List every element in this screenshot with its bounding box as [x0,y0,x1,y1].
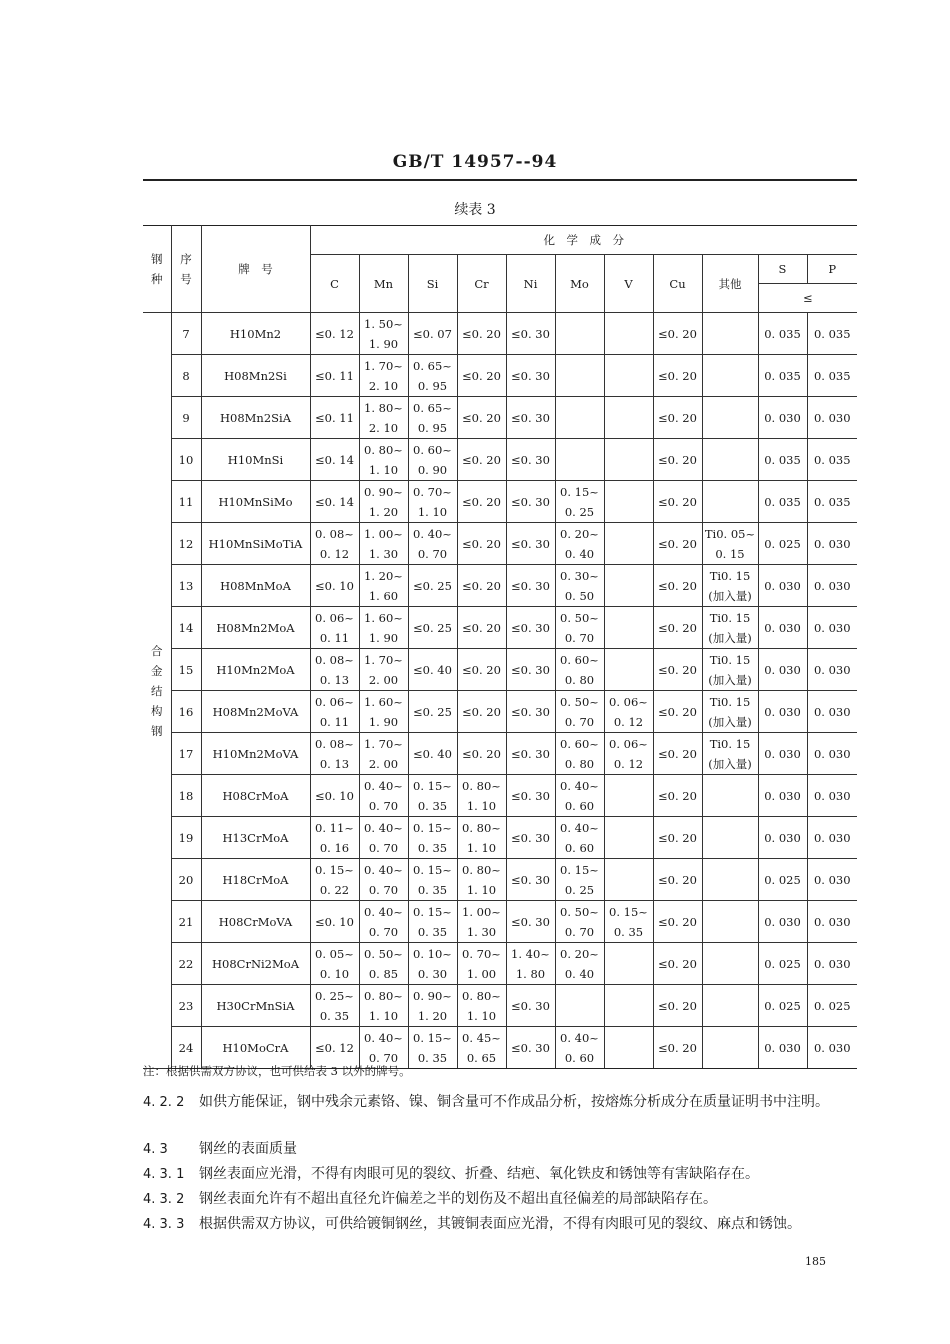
cu-value-cell: ≤0. 20 [653,775,702,817]
mn-value-cell: 1. 70~ 2. 00 [359,649,408,691]
c-value-cell: 0. 15~ 0. 22 [310,859,359,901]
grade-cell: H10MnSiMo [201,481,310,523]
mn-value-cell: 0. 50~ 0. 85 [359,943,408,985]
v-value-cell [604,397,653,439]
mo-value-cell: 0. 30~ 0. 50 [555,565,604,607]
phosphorus-value-cell: 0. 035 [807,355,857,397]
phosphorus-value-cell: 0. 035 [807,481,857,523]
c-value-cell: 0. 08~ 0. 13 [310,649,359,691]
c-value-cell: ≤0. 10 [310,565,359,607]
col-header-sulfur: S [758,255,807,284]
phosphorus-value-cell: 0. 030 [807,691,857,733]
c-value-cell: ≤0. 14 [310,439,359,481]
cr-value-cell: ≤0. 20 [457,313,506,355]
mn-value-cell: 0. 40~ 0. 70 [359,775,408,817]
sulfur-value-cell: 0. 025 [758,985,807,1027]
cr-value-cell: ≤0. 20 [457,481,506,523]
si-value-cell: 0. 90~ 1. 20 [408,985,457,1027]
cr-value-cell: ≤0. 20 [457,397,506,439]
mo-value-cell [555,397,604,439]
phosphorus-value-cell: 0. 030 [807,859,857,901]
mn-value-cell: 0. 90~ 1. 20 [359,481,408,523]
c-value-cell: ≤0. 10 [310,775,359,817]
cr-value-cell: 0. 80~ 1. 10 [457,775,506,817]
mn-value-cell: 1. 60~ 1. 90 [359,691,408,733]
other-value-cell [702,985,758,1027]
ni-value-cell: ≤0. 30 [506,397,555,439]
phosphorus-value-cell: 0. 030 [807,817,857,859]
sulfur-value-cell: 0. 030 [758,1027,807,1069]
clause-text: 钢丝表面允许有不超出直径允许偏差之半的划伤及不超出直径偏差的局部缺陷存在。 [199,1191,717,1207]
other-value-cell: Ti0. 15 (加入量) [702,649,758,691]
sulfur-value-cell: 0. 035 [758,313,807,355]
phosphorus-value-cell: 0. 030 [807,607,857,649]
si-value-cell: 0. 15~ 0. 35 [408,775,457,817]
c-value-cell: ≤0. 10 [310,901,359,943]
mn-value-cell: 0. 80~ 1. 10 [359,439,408,481]
other-value-cell [702,1027,758,1069]
serial-no-cell: 9 [171,397,201,439]
paragraph-4-3-2 [143,1188,858,1211]
mo-value-cell [555,313,604,355]
c-value-cell: 0. 08~ 0. 13 [310,733,359,775]
c-value-cell: 0. 06~ 0. 11 [310,691,359,733]
other-value-cell [702,943,758,985]
grade-cell: H10MnSi [201,439,310,481]
col-header-element: Mn [359,255,408,313]
paragraph-4-3-1 [143,1163,858,1186]
v-value-cell [604,985,653,1027]
col-header-element: Si [408,255,457,313]
mo-value-cell: 0. 50~ 0. 70 [555,607,604,649]
sulfur-value-cell: 0. 030 [758,565,807,607]
table-title: 续表 3 [454,202,496,218]
serial-no-cell: 12 [171,523,201,565]
cr-value-cell: 0. 45~ 0. 65 [457,1027,506,1069]
sulfur-value-cell: 0. 030 [758,691,807,733]
c-value-cell: ≤0. 12 [310,1027,359,1069]
ni-value-cell: ≤0. 30 [506,439,555,481]
standard-code: GB/T 14957--94 [392,152,558,172]
col-header-element: Cr [457,255,506,313]
table-row [143,943,857,985]
c-value-cell: 0. 05~ 0. 10 [310,943,359,985]
header-rule [143,179,857,181]
clause-text: 钢丝的表面质量 [199,1141,297,1157]
v-value-cell [604,775,653,817]
phosphorus-value-cell: 0. 030 [807,775,857,817]
mo-value-cell: 0. 50~ 0. 70 [555,901,604,943]
si-value-cell: 0. 15~ 0. 35 [408,817,457,859]
table-row [143,733,857,775]
cr-value-cell: 1. 00~ 1. 30 [457,901,506,943]
table-row [143,313,857,355]
serial-no-cell: 20 [171,859,201,901]
other-value-cell: Ti0. 05~ 0. 15 [702,523,758,565]
mo-value-cell: 0. 60~ 0. 80 [555,649,604,691]
col-header-grade: 牌 号 [201,226,310,313]
other-value-cell: Ti0. 15 (加入量) [702,733,758,775]
serial-no-cell: 24 [171,1027,201,1069]
phosphorus-value-cell: 0. 030 [807,565,857,607]
phosphorus-value-cell: 0. 030 [807,943,857,985]
sulfur-value-cell: 0. 030 [758,649,807,691]
v-value-cell [604,565,653,607]
table-row [143,901,857,943]
ni-value-cell: ≤0. 30 [506,313,555,355]
sulfur-value-cell: 0. 030 [758,817,807,859]
col-header-chemical-composition: 化 学 成 分 [310,226,857,255]
grade-cell: H13CrMoA [201,817,310,859]
cu-value-cell: ≤0. 20 [653,355,702,397]
ni-value-cell: ≤0. 30 [506,565,555,607]
mn-value-cell: 1. 20~ 1. 60 [359,565,408,607]
col-header-phosphorus: P [807,255,857,284]
clause-number: 4. 3. 2 [143,1192,185,1207]
c-value-cell: 0. 06~ 0. 11 [310,607,359,649]
v-value-cell [604,859,653,901]
col-header-element: C [310,255,359,313]
grade-cell: H08Mn2MoVA [201,691,310,733]
serial-no-cell: 8 [171,355,201,397]
mn-value-cell: 1. 50~ 1. 90 [359,313,408,355]
grade-cell: H08MnMoA [201,565,310,607]
phosphorus-value-cell: 0. 030 [807,523,857,565]
mo-value-cell: 0. 20~ 0. 40 [555,523,604,565]
v-value-cell [604,355,653,397]
cu-value-cell: ≤0. 20 [653,901,702,943]
table-row [143,355,857,397]
ni-value-cell: ≤0. 30 [506,481,555,523]
cu-value-cell: ≤0. 20 [653,565,702,607]
ni-value-cell: ≤0. 30 [506,775,555,817]
cu-value-cell: ≤0. 20 [653,397,702,439]
phosphorus-value-cell: 0. 030 [807,649,857,691]
mo-value-cell [555,985,604,1027]
mn-value-cell: 0. 40~ 0. 70 [359,817,408,859]
v-value-cell [604,439,653,481]
table-row [143,523,857,565]
serial-no-cell: 17 [171,733,201,775]
cr-value-cell: 0. 80~ 1. 10 [457,985,506,1027]
ni-value-cell: ≤0. 30 [506,523,555,565]
col-header-other: 其他 [702,255,758,313]
ni-value-cell: ≤0. 30 [506,859,555,901]
cu-value-cell: ≤0. 20 [653,313,702,355]
mo-value-cell: 0. 20~ 0. 40 [555,943,604,985]
other-value-cell [702,439,758,481]
table-row [143,649,857,691]
grade-cell: H10Mn2 [201,313,310,355]
grade-cell: H08Mn2Si [201,355,310,397]
mn-value-cell: 1. 00~ 1. 30 [359,523,408,565]
mn-value-cell: 1. 80~ 2. 10 [359,397,408,439]
si-value-cell: 0. 15~ 0. 35 [408,901,457,943]
clause-text: 根据供需双方协议，可供给镀铜钢丝，其镀铜表面应光滑，不得有肉眼可见的裂纹、麻点和锈蚀。 [199,1216,801,1232]
serial-no-cell: 19 [171,817,201,859]
ni-value-cell: ≤0. 30 [506,817,555,859]
cu-value-cell: ≤0. 20 [653,859,702,901]
mo-value-cell: 0. 15~ 0. 25 [555,481,604,523]
grade-cell: H08CrNi2MoA [201,943,310,985]
mn-value-cell: 1. 70~ 2. 10 [359,355,408,397]
paragraph-4-2-2 [143,1091,858,1114]
other-value-cell [702,859,758,901]
c-value-cell: 0. 11~ 0. 16 [310,817,359,859]
serial-no-cell: 16 [171,691,201,733]
c-value-cell: 0. 08~ 0. 12 [310,523,359,565]
c-value-cell: 0. 25~ 0. 35 [310,985,359,1027]
grade-cell: H18CrMoA [201,859,310,901]
sulfur-value-cell: 0. 030 [758,397,807,439]
sulfur-value-cell: 0. 025 [758,523,807,565]
v-value-cell: 0. 06~ 0. 12 [604,733,653,775]
table-row [143,565,857,607]
si-value-cell: 0. 15~ 0. 35 [408,859,457,901]
si-value-cell: ≤0. 40 [408,733,457,775]
table-row [143,985,857,1027]
c-value-cell: ≤0. 14 [310,481,359,523]
clause-number: 4. 2. 2 [143,1095,185,1110]
clause-number: 4. 3 [143,1142,168,1157]
table-row [143,691,857,733]
col-header-element: Ni [506,255,555,313]
composition-table [143,225,857,1069]
cu-value-cell: ≤0. 20 [653,1027,702,1069]
mo-value-cell: 0. 15~ 0. 25 [555,859,604,901]
si-value-cell: 0. 70~ 1. 10 [408,481,457,523]
v-value-cell [604,481,653,523]
cu-value-cell: ≤0. 20 [653,691,702,733]
cr-value-cell: ≤0. 20 [457,733,506,775]
other-value-cell [702,355,758,397]
max-symbol: ≤ [758,284,857,313]
ni-value-cell: ≤0. 30 [506,901,555,943]
other-value-cell: Ti0. 15 (加入量) [702,607,758,649]
other-value-cell [702,775,758,817]
table-row [143,481,857,523]
sulfur-value-cell: 0. 030 [758,901,807,943]
clause-number: 4. 3. 3 [143,1217,185,1232]
page-number: 185 [805,1255,826,1268]
sulfur-value-cell: 0. 025 [758,943,807,985]
mn-value-cell: 0. 40~ 0. 70 [359,1027,408,1069]
mn-value-cell: 0. 80~ 1. 10 [359,985,408,1027]
v-value-cell [604,313,653,355]
other-value-cell [702,313,758,355]
v-value-cell [604,943,653,985]
si-value-cell: ≤0. 25 [408,691,457,733]
table-row [143,859,857,901]
serial-no-cell: 11 [171,481,201,523]
col-header-serial-no: 序 号 [171,226,201,313]
ni-value-cell: ≤0. 30 [506,607,555,649]
phosphorus-value-cell: 0. 035 [807,439,857,481]
grade-cell: H10Mn2MoVA [201,733,310,775]
si-value-cell: 0. 65~ 0. 95 [408,355,457,397]
serial-no-cell: 22 [171,943,201,985]
clause-number: 4. 3. 1 [143,1167,185,1182]
cu-value-cell: ≤0. 20 [653,607,702,649]
serial-no-cell: 14 [171,607,201,649]
other-value-cell: Ti0. 15 (加入量) [702,691,758,733]
phosphorus-value-cell: 0. 030 [807,1027,857,1069]
ni-value-cell: 1. 40~ 1. 80 [506,943,555,985]
paragraph-4-3-3 [143,1213,858,1236]
serial-no-cell: 23 [171,985,201,1027]
sulfur-value-cell: 0. 030 [758,775,807,817]
si-value-cell: ≤0. 40 [408,649,457,691]
other-value-cell [702,397,758,439]
table-body [143,313,857,1069]
si-value-cell: 0. 15~ 0. 35 [408,1027,457,1069]
cr-value-cell: ≤0. 20 [457,607,506,649]
serial-no-cell: 7 [171,313,201,355]
clause-text: 钢丝表面应光滑，不得有肉眼可见的裂纹、折叠、结疤、氧化铁皮和锈蚀等有害缺陷存在。 [199,1166,759,1182]
grade-cell: H30CrMnSiA [201,985,310,1027]
v-value-cell [604,523,653,565]
v-value-cell [604,1027,653,1069]
cr-value-cell: ≤0. 20 [457,355,506,397]
serial-no-cell: 18 [171,775,201,817]
cr-value-cell: ≤0. 20 [457,565,506,607]
serial-no-cell: 13 [171,565,201,607]
cu-value-cell: ≤0. 20 [653,481,702,523]
si-value-cell: 0. 40~ 0. 70 [408,523,457,565]
grade-cell: H08CrMoVA [201,901,310,943]
ni-value-cell: ≤0. 30 [506,649,555,691]
cr-value-cell: 0. 80~ 1. 10 [457,859,506,901]
mo-value-cell: 0. 40~ 0. 60 [555,817,604,859]
mn-value-cell: 0. 40~ 0. 70 [359,859,408,901]
cu-value-cell: ≤0. 20 [653,439,702,481]
serial-no-cell: 10 [171,439,201,481]
c-value-cell: ≤0. 11 [310,355,359,397]
cr-value-cell: 0. 80~ 1. 10 [457,817,506,859]
mn-value-cell: 0. 40~ 0. 70 [359,901,408,943]
sulfur-value-cell: 0. 035 [758,481,807,523]
col-header-steel-type: 钢 种 [143,226,171,313]
clause-text: 如供方能保证，钢中残余元素铬、镍、铜含量可不作成品分析，按熔炼分析成分在质量证明书中注明。 [199,1094,829,1110]
v-value-cell: 0. 15~ 0. 35 [604,901,653,943]
grade-cell: H08Mn2SiA [201,397,310,439]
ni-value-cell: ≤0. 30 [506,355,555,397]
grade-cell: H10MnSiMoTiA [201,523,310,565]
mo-value-cell: 0. 60~ 0. 80 [555,733,604,775]
cr-value-cell: ≤0. 20 [457,439,506,481]
grade-cell: H08Mn2MoA [201,607,310,649]
mo-value-cell [555,439,604,481]
phosphorus-value-cell: 0. 025 [807,985,857,1027]
si-value-cell: 0. 10~ 0. 30 [408,943,457,985]
c-value-cell: ≤0. 11 [310,397,359,439]
sulfur-value-cell: 0. 030 [758,733,807,775]
cr-value-cell: ≤0. 20 [457,649,506,691]
table-row [143,817,857,859]
other-value-cell [702,481,758,523]
other-value-cell [702,817,758,859]
cu-value-cell: ≤0. 20 [653,817,702,859]
sulfur-value-cell: 0. 035 [758,439,807,481]
si-value-cell: ≤0. 25 [408,607,457,649]
cu-value-cell: ≤0. 20 [653,523,702,565]
grade-cell: H10MoCrA [201,1027,310,1069]
v-value-cell [604,607,653,649]
v-value-cell [604,817,653,859]
mo-value-cell: 0. 40~ 0. 60 [555,775,604,817]
serial-no-cell: 21 [171,901,201,943]
cr-value-cell: 0. 70~ 1. 00 [457,943,506,985]
sulfur-value-cell: 0. 030 [758,607,807,649]
mn-value-cell: 1. 60~ 1. 90 [359,607,408,649]
phosphorus-value-cell: 0. 030 [807,733,857,775]
cr-value-cell: ≤0. 20 [457,691,506,733]
c-value-cell: ≤0. 12 [310,313,359,355]
other-value-cell [702,901,758,943]
v-value-cell: 0. 06~ 0. 12 [604,691,653,733]
table-row [143,607,857,649]
table-row [143,775,857,817]
mo-value-cell [555,355,604,397]
table-row [143,397,857,439]
col-header-element: V [604,255,653,313]
cu-value-cell: ≤0. 20 [653,943,702,985]
phosphorus-value-cell: 0. 030 [807,397,857,439]
steel-type-cell: 合 金 结 构 钢 [143,313,171,1069]
grade-cell: H08CrMoA [201,775,310,817]
si-value-cell: 0. 60~ 0. 90 [408,439,457,481]
cu-value-cell: ≤0. 20 [653,649,702,691]
ni-value-cell: ≤0. 30 [506,985,555,1027]
phosphorus-value-cell: 0. 030 [807,901,857,943]
cr-value-cell: ≤0. 20 [457,523,506,565]
sulfur-value-cell: 0. 035 [758,355,807,397]
si-value-cell: 0. 65~ 0. 95 [408,397,457,439]
grade-cell: H10Mn2MoA [201,649,310,691]
ni-value-cell: ≤0. 30 [506,733,555,775]
cu-value-cell: ≤0. 20 [653,985,702,1027]
sulfur-value-cell: 0. 025 [758,859,807,901]
si-value-cell: ≤0. 07 [408,313,457,355]
table-row [143,439,857,481]
mo-value-cell: 0. 50~ 0. 70 [555,691,604,733]
col-header-element: Cu [653,255,702,313]
serial-no-cell: 15 [171,649,201,691]
cu-value-cell: ≤0. 20 [653,733,702,775]
col-header-element: Mo [555,255,604,313]
v-value-cell [604,649,653,691]
phosphorus-value-cell: 0. 035 [807,313,857,355]
ni-value-cell: ≤0. 30 [506,691,555,733]
mo-value-cell: 0. 40~ 0. 60 [555,1027,604,1069]
mn-value-cell: 1. 70~ 2. 00 [359,733,408,775]
si-value-cell: ≤0. 25 [408,565,457,607]
paragraph-4-3 [143,1138,858,1161]
ni-value-cell: ≤0. 30 [506,1027,555,1069]
table-note: 注：根据供需双方协议，也可供给表 3 以外的牌号。 [143,1064,411,1078]
other-value-cell: Ti0. 15 (加入量) [702,565,758,607]
